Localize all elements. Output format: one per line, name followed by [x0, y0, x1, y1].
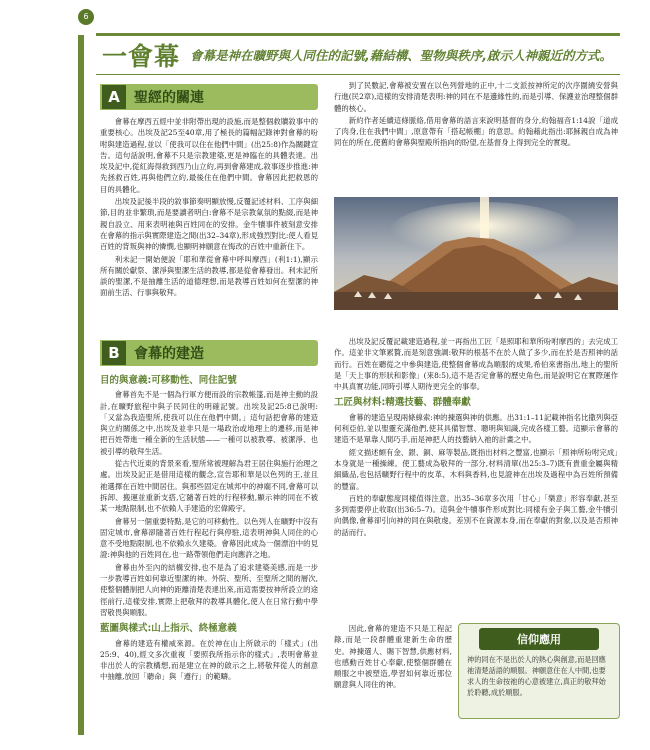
paragraph: 到了民數記,會幕被安置在以色列營地的正中,十二支派按神所定的次序圍繞安營與行進(民2章),這樣的安排清楚表明:神的同在不是邊緣性的,而是引導、保護並治理整個群體的核心。 [334, 81, 618, 113]
paragraph: 百姓的奉獻態度同樣值得注意。出35–36章多次用「甘心」「樂意」形容奉獻,甚至多到需要停止收取(出36:5–7)。這與金牛犢事件形成對比:同樣有金子與工藝,金牛犢引向偶像,會幕卻引向神的同在與敬虔。差別不在資源本身,而在奉獻的對象,以及是否照神的話而行。 [334, 493, 618, 537]
page-title: 一會幕 [102, 42, 181, 71]
section-a-letter: A [102, 85, 126, 109]
section-a-column-1 [100, 116, 318, 334]
paragraph: 因此,會幕的建造不只是工程記錄,而是一段群體重建新生命的歷史。神揀選人、賜下智慧,供應材料,也感動百姓甘心奉獻,使整個群體在順服之中被塑造,學習如何靠近那位願意與人同住的神。 [334, 624, 452, 690]
section-a-column-2 [334, 80, 618, 192]
left-accent-bar [78, 35, 84, 735]
mount-sinai-photo [334, 197, 618, 310]
section-b-title: 會幕的建造 [134, 346, 204, 362]
paragraph: 從古代近東的背景來看,聖所常被理解為君王居住與施行治理之處。出埃及記正是借用這樣的觀念,宣告耶和華是以色列的王,並且祂選擇在百姓中間居住。與那些固定在城邦中的神廟不同,會幕可以拆卸、搬運並重新支搭,它隨著百姓的行程移動,顯示神的同在不被某一地點限制,也不依賴人手建造的宏偉殿宇。 [100, 459, 318, 514]
paragraph: 新約作者延續這條脈絡,借用會幕的語言來說明基督的身分,約翰福音1:14說「道成了肉身,住在我們中間」,原意帶有「搭起帳棚」的意思。約翰藉此指出:耶穌親自成為神同在的所在,使舊約會幕與聖殿所指向的盼望,在基督身上得到完全的實現。 [334, 115, 618, 148]
paragraph: 會幕在摩西五經中並非附帶出現的設施,而是整個救贖敘事中的重要核心。出埃及記25至40章,用了極長的篇幅記錄神對會幕的吩咐與建造過程,並以「使我可以住在他們中間」(出25:8)作為關鍵宣告。這句話說明,會幕不只是宗教建築,更是神臨在的具體表達。出埃及記中,從紅海得救到西乃山立約,再到會幕建成,敘事逐步推進:神先拯救百姓,再與他們立約,最後住在他們中間。會幕因此把救恩的目的具體化。 [100, 117, 318, 194]
paragraph: 利未記一開始便說「耶和華從會幕中呼叫摩西」(利1:1),顯示所有關於獻祭、潔淨與聖潔生活的教導,都是從會幕發出。利未記所談的聖潔,不是抽離生活的道德理想,而是教導百姓如何在聖潔的神面前生活、行事與敬拜。 [100, 254, 318, 298]
page-number: 6 [78, 9, 94, 25]
section-b-column-1 [100, 370, 318, 735]
section-a-title: 聖經的關連 [134, 90, 204, 106]
section-b-column-2-bottom [334, 623, 452, 735]
paragraph: 會幕的建造呈現兩條線索:神的揀選與神的供應。出31:1–11記載神指名比撒列與亞何利亞伯,並以聖靈充滿他們,使其具備智慧、聰明與知識,完成各樣工藝。這顯示會幕的建造不是單靠人間巧手,而是神把人的技藝納入祂的計畫之中。 [334, 412, 618, 445]
sidebar-title: 信仰應用 [479, 628, 599, 650]
page-subtitle: 會幕是神在曠野與人同住的記號,藉結構、聖物與秩序,啟示人神親近的方式。 [190, 48, 613, 63]
paragraph: 出埃及記反覆記載建造過程,並一再指出工匠「是照耶和華所吩咐摩西的」去完成工作。這並非文筆累贅,而是刻意強調:敬拜的根基不在於人做了多少,而在於是否照神的話而行。百姓在聽從之中參與建造,使整個會幕成為順服的成果,希伯來書指出,地上的聖所是「天上事的形狀和影像」(來8:5),這不是否定會幕的歷史角色,而是說明它在實際運作中具真實功能,同時引導人期待更完全的事奉。 [334, 337, 618, 392]
paragraph: 會幕首先不是一個為行軍方便而設的宗教帳篷,而是神主動的設計,在曠野旅程中與子民同住的明確記號。出埃及記25:8已說明:「又當為我造聖所,使我可以住在他們中間。」這句話把會幕的建造與立約關係之中,出埃及並非只是一場政治或地理上的遷移,而是神把百姓帶進一種全新的生活狀態——一種可以被教導、被潔淨、也被引導的敬拜生活。 [100, 390, 318, 456]
section-b-letter: B [102, 341, 126, 365]
paragraph: 出埃及記後半段的敘事節奏明顯放慢,反覆記述材料、工序與細節,目的並非繁瑣,而是要讀者明白:會幕不是宗教氣氛的點綴,而是神親自設立、用來表明祂與百姓同在的安排。金牛犢事件被刻意安排在會幕的指示與實際建造之間(出32–34章),形成強烈對比:使人看見百姓的背叛與神的憐憫,也顯明神願意在悔改的百姓中重新住下。 [100, 197, 318, 252]
section-a-heading [100, 84, 318, 110]
faith-application-box [458, 623, 620, 719]
paragraph: 經文描述頗有金、銀、銅、麻等製品,既指出材料之豐富,也顯示「照神所吩咐完成」本身就是一種操練。使工藝成為敬拜的一部分,材料清單(出25:3–7)既有貴重金屬與精細織品,也包括曠野行程中的皮革、木料與香料,也見證神在出埃及過程中為百姓所預備的豐富。 [334, 447, 618, 491]
section-b-heading [100, 340, 318, 366]
sidebar-body: 神的同在不是出於人的熱心與創意,而是回應祂清楚話語的順服。神願意住在人中間,也要求人的生命按祂的心意被建立,真正的敬拜始於聆聽,成於順服。 [467, 655, 606, 697]
section-b-column-2 [334, 336, 618, 618]
paragraph: 會幕另一個重要特點,是它的可移動性。以色列人在曠野中沒有固定城市,會幕卻隨著百姓行程起行與停駐,這表明神與人同住的心意不受地點限制,也不依賴永久建築。會幕因此成為一個漂泊中的見證:神與他的百姓同在,也一路帶領他們走向應許之地。 [100, 516, 318, 560]
subheading-craftsmen: 工匠與材料:精選技藝、群體奉獻 [334, 397, 471, 409]
subheading-purpose: 目的與意義:可移動性、同住記號 [100, 375, 237, 386]
page-header [96, 33, 620, 75]
paragraph: 會幕由外至內的結構安排,也不是為了追求建築美感,而是一步一步教導百姓如何靠近聖潔的神。外院、聖所、至聖所之間的層次,使整個體制把人向神的距離清楚表達出來,而這需要按神所設立的途徑前行,這樣安排,實際上把敬拜的教導具體化,使人在日常行動中學習敬畏與順服。 [100, 562, 318, 617]
subheading-blueprint: 藍圖與樣式:山上指示、終極意義 [100, 623, 237, 635]
mountain-fire-pillar-icon [334, 197, 618, 310]
paragraph: 會幕的建造有權威來源。在於神在山上所啟示的「樣式」(出25:9、40),經文多次重複「要照我所指示你的樣式」,表明會幕並非出於人的宗教構想,而是建立在神的啟示之上,將敬拜從人的創意中抽離,放回「聽命」與「遵行」的範疇。 [100, 638, 318, 682]
